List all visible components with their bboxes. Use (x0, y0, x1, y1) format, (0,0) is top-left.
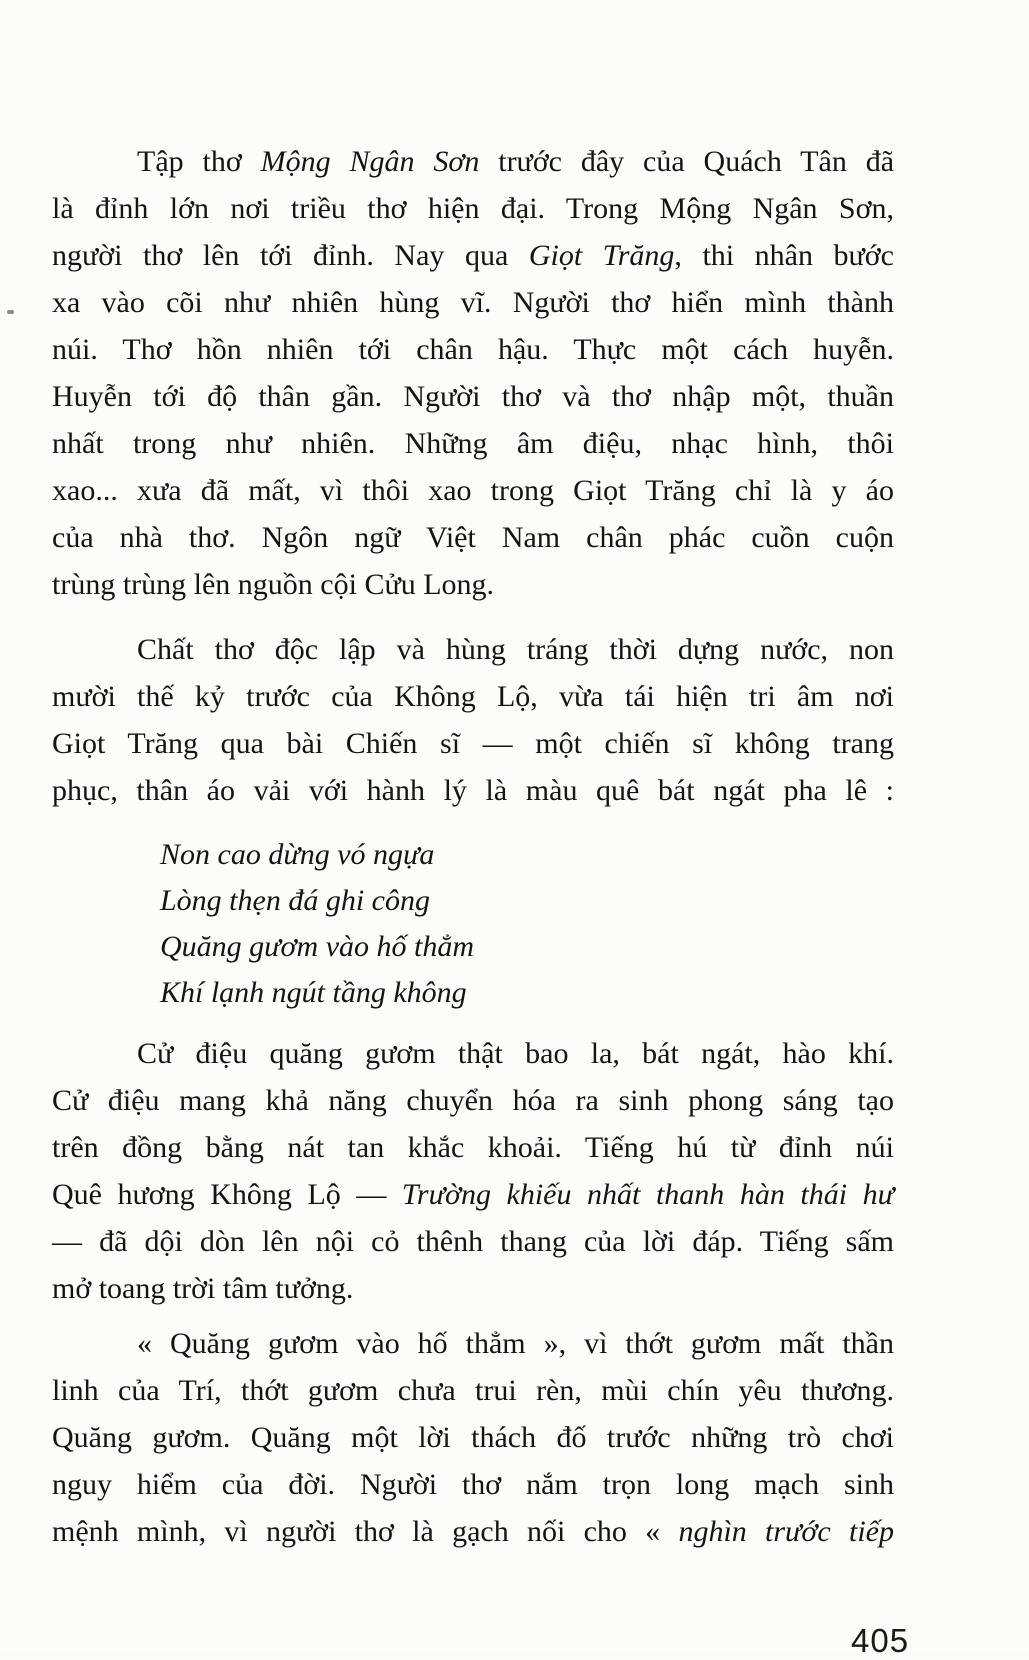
text-run: xao... xưa đã mất, vì thôi xao trong Giọt Trăng chỉ là y áo (52, 474, 894, 507)
scan-speckle (7, 310, 14, 314)
text-run: của nhà thơ. Ngôn ngữ Việt Nam chân phác cuồn cuộn (52, 521, 894, 554)
paragraph (52, 626, 894, 814)
text-block (52, 138, 894, 1555)
text-run: « Quăng gươm vào hố thẳm », vì thớt gươm mất thần (137, 1327, 894, 1360)
text-line (52, 1414, 894, 1461)
text-line (52, 1367, 894, 1414)
text-run: là đỉnh lớn nơi triều thơ hiện đại. Trong Mộng Ngân Sơn, (52, 192, 894, 225)
text-run: Giọt Trăng qua bài Chiến sĩ — một chiến sĩ không trang (52, 727, 894, 760)
italic-run: Giọt Trăng (528, 239, 675, 272)
italic-run: Mộng Ngân Sơn (260, 145, 480, 178)
text-line (52, 138, 894, 185)
text-line (52, 232, 894, 279)
text-run: mười thế kỷ trước của Không Lộ, vừa tái hiện tri âm nơi (52, 680, 894, 713)
page-number: 405 (851, 1622, 910, 1659)
text-line (52, 514, 894, 561)
text-run: nguy hiểm của đời. Người thơ nắm trọn long mạch sinh (52, 1468, 894, 1501)
italic-run: nghìn trước tiếp (678, 1515, 894, 1548)
poem-line: Lòng thẹn đá ghi công (160, 884, 430, 917)
text-run: Huyễn tới độ thân gần. Người thơ và thơ nhập một, thuần (52, 380, 894, 413)
paragraph (52, 1320, 894, 1555)
text-run: Cử điệu mang khả năng chuyển hóa ra sinh phong sáng tạo (52, 1084, 894, 1117)
text-line (52, 1218, 894, 1265)
text-line (52, 720, 894, 767)
text-line (52, 1171, 894, 1218)
poem-quote (52, 832, 894, 1016)
text-run: trùng trùng lên nguồn cội Cửu Long. (52, 568, 495, 601)
text-line (52, 420, 894, 467)
text-line (52, 1461, 894, 1508)
text-line (52, 1508, 894, 1555)
text-line (52, 767, 894, 814)
text-run: Tập thơ (137, 145, 261, 178)
text-run: Quê hương Không Lộ — (52, 1178, 402, 1211)
text-run: — đã dội dòn lên nội cỏ thênh thang của lời đáp. Tiếng sấm (52, 1225, 894, 1258)
text-run: mở toang trời tâm tưởng. (52, 1272, 354, 1305)
text-run: linh của Trí, thớt gươm chưa trui rèn, mùi chín yêu thương. (52, 1374, 894, 1407)
text-run: mệnh mình, vì người thơ là gạch nối cho « (52, 1515, 679, 1548)
text-run: núi. Thơ hồn nhiên tới chân hậu. Thực một cách huyễn. (52, 333, 894, 366)
paragraph (52, 1030, 894, 1312)
poem-line: Non cao dừng vó ngựa (160, 838, 435, 871)
text-run: Quăng gươm. Quăng một lời thách đố trước những trò chơi (52, 1421, 894, 1454)
text-line (52, 626, 894, 673)
text-run: phục, thân áo vải với hành lý là màu quê bát ngát pha lê : (52, 774, 894, 807)
text-line (52, 1077, 894, 1124)
text-run: người thơ lên tới đỉnh. Nay qua (52, 239, 529, 272)
text-line (52, 673, 894, 720)
paragraph (52, 138, 894, 608)
text-line (52, 1030, 894, 1077)
poem-line: Khí lạnh ngút tầng không (160, 976, 467, 1009)
text-run: trước đây của Quách Tân đã (479, 145, 895, 178)
text-run: nhất trong như nhiên. Những âm điệu, nhạc hình, thôi (52, 427, 894, 460)
text-line (52, 467, 894, 514)
text-run: trên đồng bằng nát tan khắc khoải. Tiếng hú từ đỉnh núi (52, 1131, 894, 1164)
text-line (52, 279, 894, 326)
text-run: xa vào cõi như nhiên hùng vĩ. Người thơ hiển mình thành (52, 286, 894, 319)
text-run: Chất thơ độc lập và hùng tráng thời dựng nước, non (137, 633, 894, 666)
poem-line: Quăng gươm vào hố thẳm (160, 930, 475, 963)
text-line (52, 185, 894, 232)
text-run: Cử điệu quăng gươm thật bao la, bát ngát, hào khí. (137, 1037, 894, 1070)
text-line (52, 326, 894, 373)
text-line (52, 561, 894, 608)
text-line (52, 1320, 894, 1367)
text-run: , thi nhân bước (674, 239, 894, 272)
text-line (52, 1124, 894, 1171)
text-line (52, 1265, 894, 1312)
italic-run: Trường khiếu nhất thanh hàn thái hư (401, 1178, 894, 1211)
text-line (52, 373, 894, 420)
